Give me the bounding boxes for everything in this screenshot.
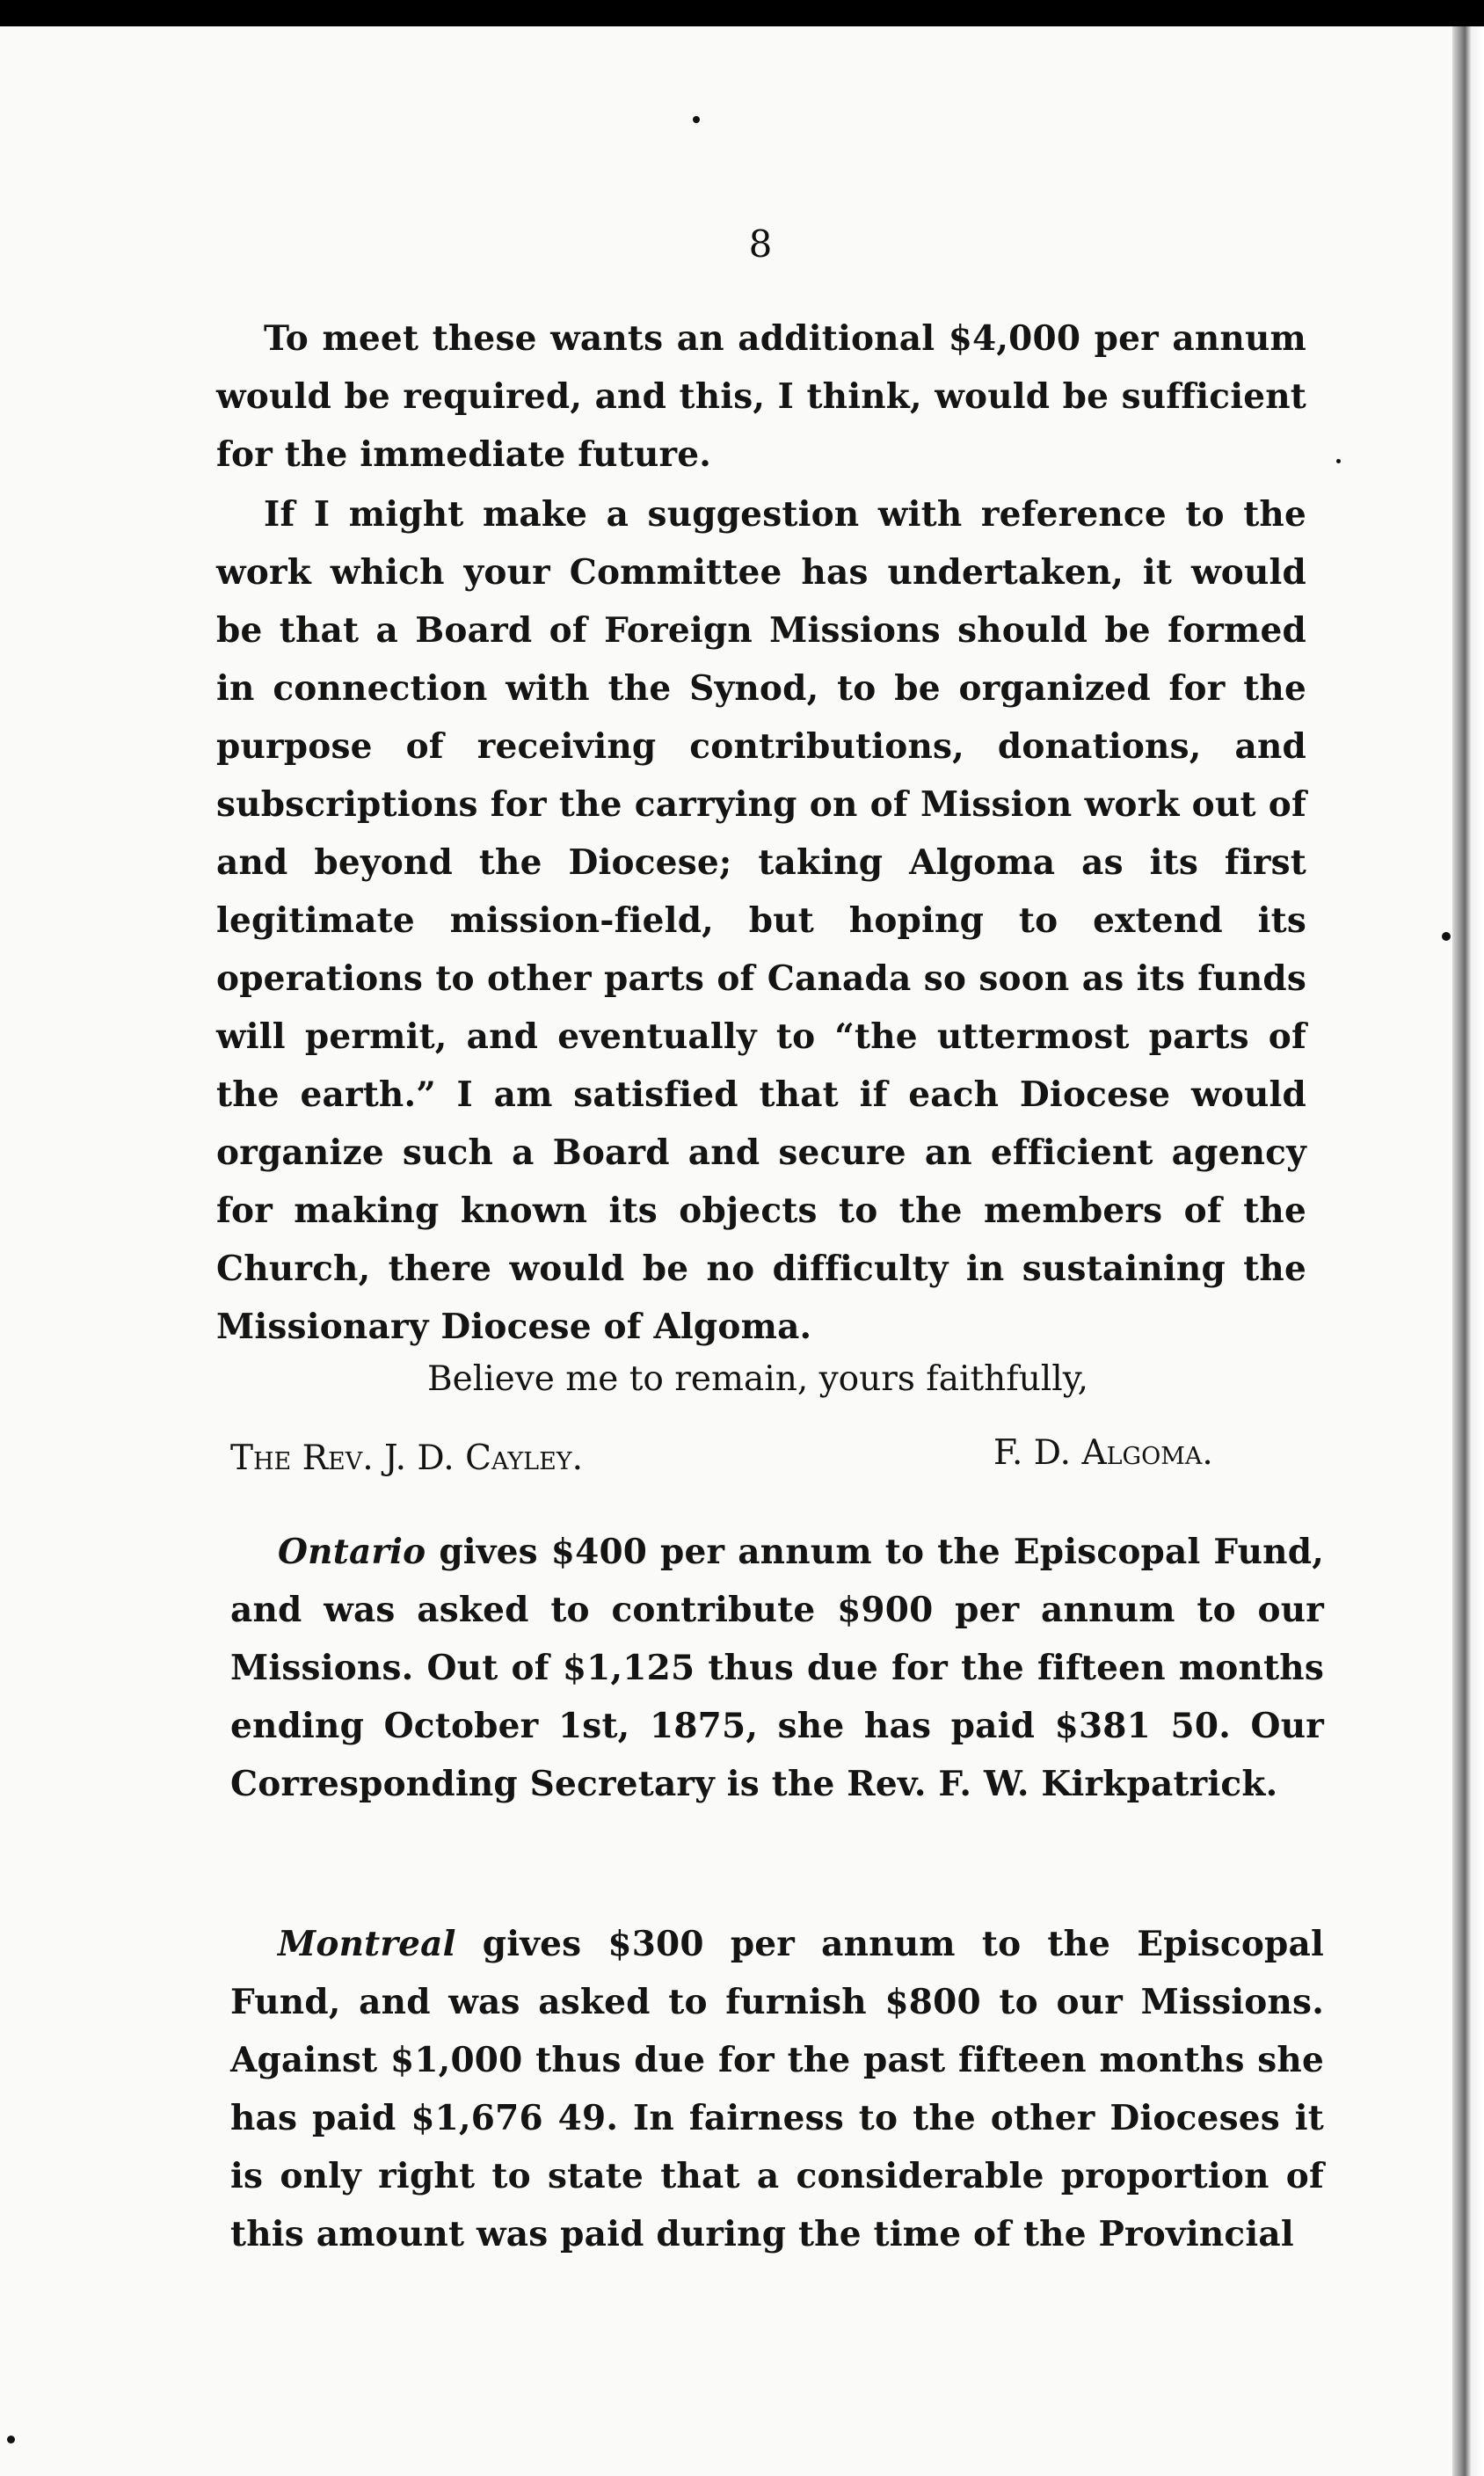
diocese-paragraph-ontario xyxy=(230,1523,1324,1813)
diocese-paragraph xyxy=(230,1523,1324,1813)
diocese-paragraph xyxy=(230,1915,1324,2263)
ink-speck xyxy=(1336,459,1341,463)
letter-paragraph: If I might make a suggestion with reference to the work which your Committee has undertaken, it would be that a Board of Foreign Missions should be formed in connection with the Synod, to be organized for the purpose of receiving contributions, donations, and subscriptions for the carrying on of Mission work out of and beyond the Diocese; taking Algoma as its first legitimate mission-field, but hoping to extend its operations to other parts of Canada so soon as its funds will permit, and eventually to “the uttermost parts of the earth.” I am satisfied that if each Diocese would organize such a Board and secure an efficient agency for making known its objects to the members of the Church, there would be no difficulty in sustaining the Missionary Diocese of Algoma. xyxy=(216,494,1306,1347)
diocese-paragraph-montreal xyxy=(230,1915,1324,2263)
letter-body xyxy=(216,310,1306,1356)
diocese-name: Montreal xyxy=(278,1924,456,1964)
diocese-text: gives $300 per annum to the Episcopal Fund, and was asked to furnish $800 to our Missions. Against $1,000 thus due for the past fifteen months she has paid $1,676 49. In fairness to the other Dioceses it is only right to state that a considerable proportion of this amount was paid during the time of the Provincial xyxy=(230,1924,1324,2254)
diocese-name: Ontario xyxy=(278,1532,426,1572)
ink-speck xyxy=(7,2436,15,2443)
ink-speck xyxy=(1442,932,1451,941)
letter-signature: F. D. Algoma. xyxy=(993,1433,1213,1473)
diocese-text: gives $400 per annum to the Episcopal Fund, and was asked to contribute $900 per annum to our Missions. Out of $1,125 thus due for the fifteen months ending October 1st, 1875, she has paid $381 50. Our Corresponding Secretary is the Rev. F. W. Kirkpatrick. xyxy=(230,1532,1324,1804)
letter-addressee: The Rev. J. D. Cayley. xyxy=(230,1438,584,1478)
letter-paragraph: To meet these wants an additional $4,000 per annum would be required, and this, I think, would be sufficient for the immediate future. xyxy=(216,318,1306,475)
letter-closing: Believe me to remain, yours faithfully, xyxy=(427,1359,1089,1399)
ink-speck xyxy=(693,116,700,123)
page-edge-shadow xyxy=(1452,26,1484,2476)
page-number: 8 xyxy=(748,222,773,266)
